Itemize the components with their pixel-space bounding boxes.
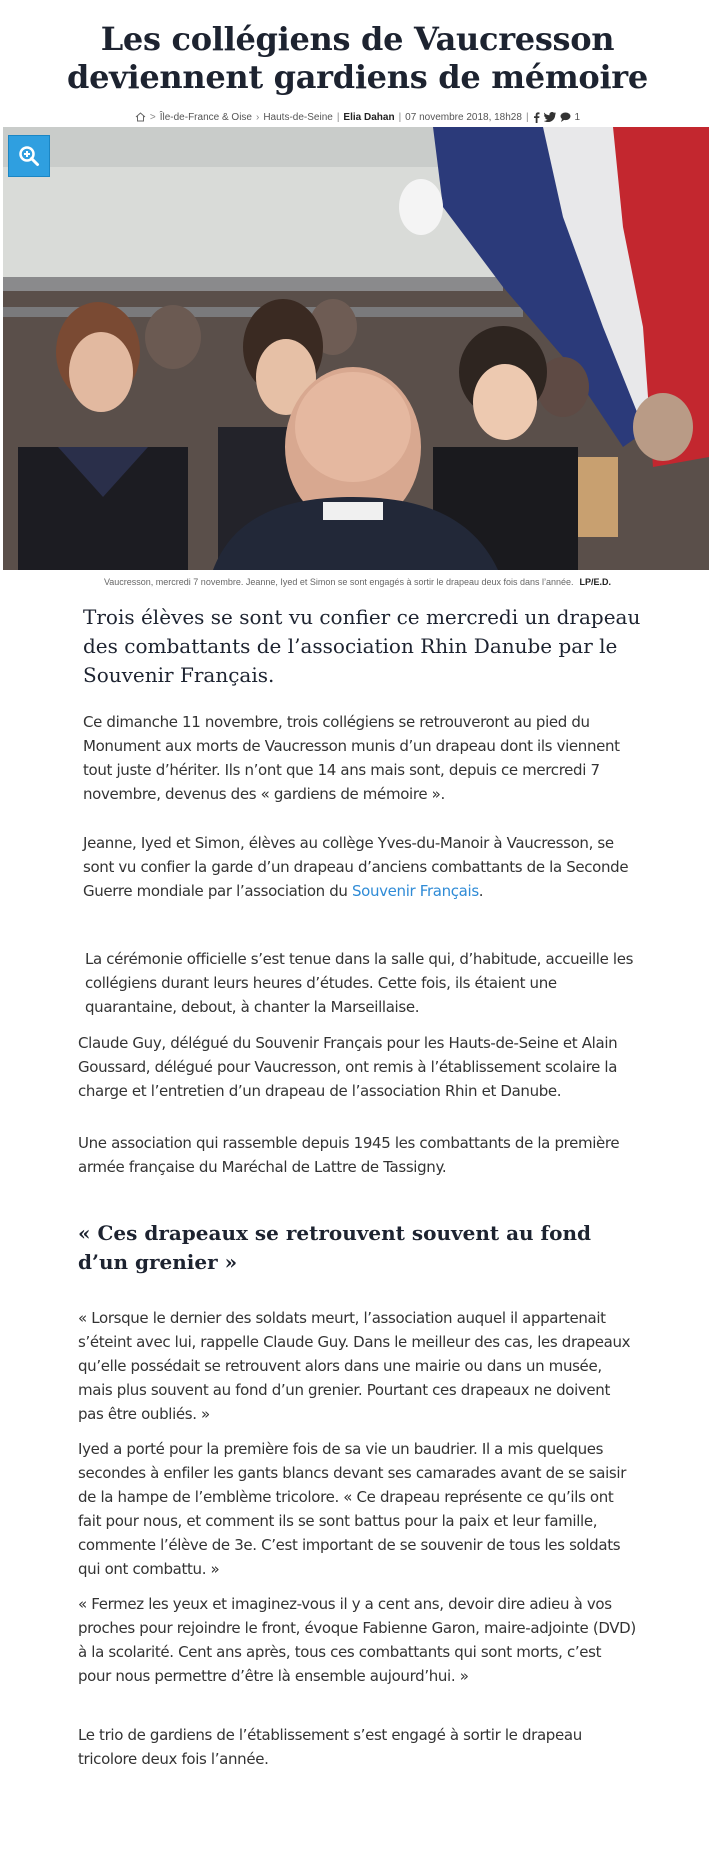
breadcrumb-separator: >: [149, 111, 156, 123]
paragraph: « Lorsque le dernier des soldats meurt, l’association auquel il appartenait s’éteint avec lui, rappelle Claude Guy. Dans le meilleur des cas, les drapeaux qu’elle possédait se retrouvent alors dans une mairie ou dans un musée, mais plus souvent au fond d’un grenier. Pourtant ces drapeaux ne doivent pas être oubliés. »: [78, 1309, 631, 1423]
article-meta: [0, 110, 715, 124]
author-name[interactable]: Elia Dahan: [343, 111, 395, 123]
paragraph: « Fermez les yeux et imaginez-vous il y a cent ans, devoir dire adieu à vos proches pour rejoindre le front, évoque Fabienne Garon, maire-adjointe (DVD) à la scolarité. Cent ans après, tous ces combattants qui sont morts, c’est pour nous permettre d’être là ensemble aujourd’hui. »: [78, 1595, 636, 1685]
caption-text: Vaucresson, mercredi 7 novembre. Jeanne, Iyed et Simon se sont engagés à sortir le drapeau deux fois dans l’année.: [103, 577, 574, 587]
home-icon[interactable]: [135, 112, 146, 122]
facebook-icon[interactable]: [533, 112, 540, 123]
comment-count[interactable]: 1: [574, 111, 581, 123]
paragraph: Une association qui rassemble depuis 1945 les combattants de la première armée française du Maréchal de Lattre de Tassigny.: [78, 1134, 620, 1176]
zoom-in-icon: [18, 145, 40, 167]
article-title: Les collégiens de Vaucresson deviennent gardiens de mémoire: [67, 20, 648, 96]
publish-date: 07 novembre 2018, 18h28: [405, 111, 522, 123]
comment-icon[interactable]: [560, 112, 571, 122]
article-photo: [3, 127, 709, 570]
breadcrumb-department[interactable]: Hauts-de-Seine: [263, 111, 333, 123]
meta-divider: |: [398, 111, 402, 123]
photo-caption: [0, 577, 715, 587]
section-heading: « Ces drapeaux se retrouvent souvent au fond d’un grenier »: [78, 1221, 592, 1274]
twitter-icon[interactable]: [544, 112, 556, 122]
photo-credit: LP/E.D.: [579, 577, 612, 587]
souvenir-francais-link[interactable]: Souvenir Français: [351, 882, 479, 900]
breadcrumb-separator: ›: [255, 111, 260, 123]
zoom-button[interactable]: [8, 135, 50, 177]
paragraph: La cérémonie officielle s’est tenue dans la salle qui, d’habitude, accueille les collégiens durant leurs heures d’études. Cette fois, ils étaient une quarantaine, debout, à chanter la Marseillaise.: [85, 950, 634, 1016]
meta-divider: |: [336, 111, 340, 123]
paragraph: Ce dimanche 11 novembre, trois collégiens se retrouveront au pied du Monument aux morts de Vaucresson munis d’un drapeau dont ils viennent tout juste d’hériter. Ils n’ont que 14 ans mais sont, depuis ce mercredi 7 novembre, devenus des « gardiens de mémoire ».: [83, 713, 620, 803]
paragraph-text: Jeanne, Iyed et Simon, élèves au collège Yves-du-Manoir à Vaucresson, se sont vu confier la garde d’un drapeau d’anciens combattants de la Seconde Guerre mondiale par l’association du: [83, 834, 629, 900]
meta-divider: |: [525, 111, 529, 123]
paragraph-end: .: [478, 882, 484, 900]
breadcrumb-region[interactable]: Île-de-France & Oise: [159, 111, 252, 123]
paragraph: Le trio de gardiens de l’établissement s’est engagé à sortir le drapeau tricolore deux fois l’année.: [78, 1726, 582, 1768]
paragraph: Iyed a porté pour la première fois de sa vie un baudrier. Il a mis quelques secondes à enfiler les gants blancs devant ses camarades avant de se saisir de la hampe de l’emblème tricolore. « Ce drapeau représente ce qu’ils ont fait pour nous, et comment ils se sont battus pour la paix et leur famille, commente l’élève de 3e. C’est important de se souvenir de tous les soldats qui ont combattu. »: [78, 1440, 627, 1578]
paragraph: [83, 831, 643, 903]
paragraph: Claude Guy, délégué du Souvenir Français pour les Hauts-de-Seine et Alain Goussard, délégué pour Vaucresson, ont remis à l’établissement scolaire la charge et l’entretien d’un drapeau de l’association Rhin et Danube.: [78, 1034, 618, 1100]
article-lead: Trois élèves se sont vu confier ce mercredi un drapeau des combattants de l’association Rhin Danube par le Souvenir Français.: [83, 605, 641, 687]
